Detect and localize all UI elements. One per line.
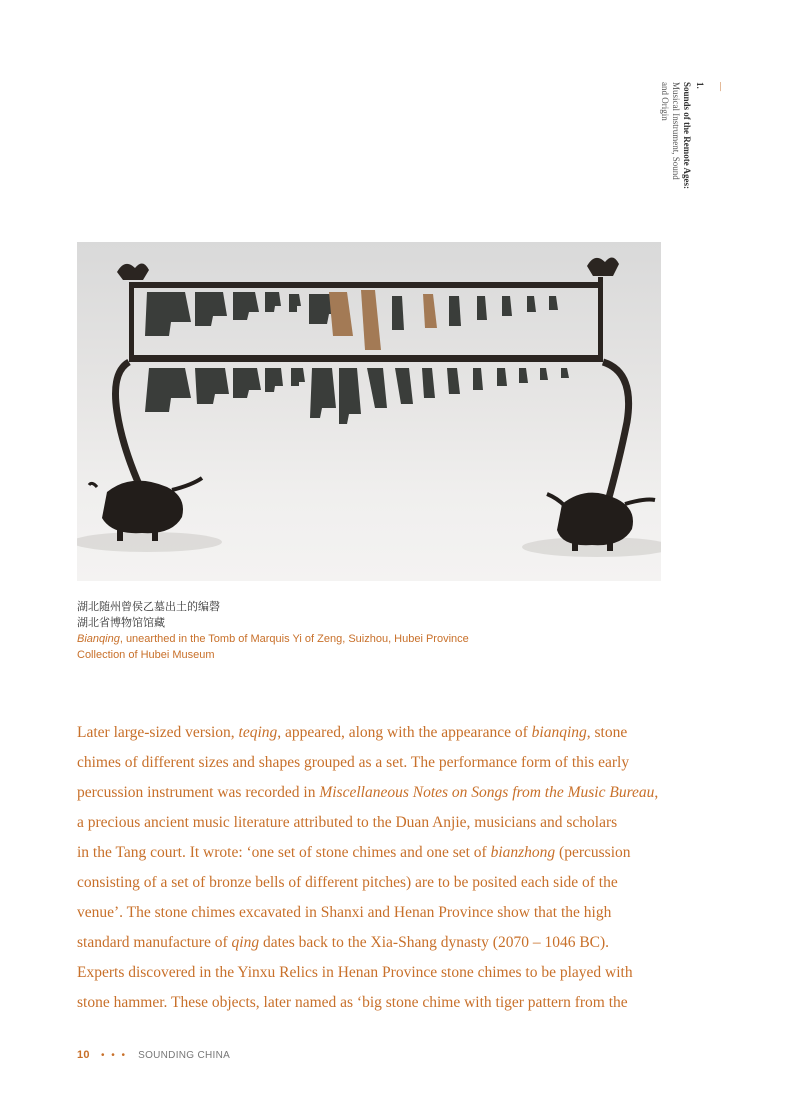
- body-line: stone hammer. These objects, later named as ‘big stone chime with tiger pattern from the: [77, 994, 628, 1011]
- body-line: percussion instrument was recorded in Miscellaneous Notes on Songs from the Music Bureau,: [77, 784, 659, 801]
- body-line: Later large-sized version, teqing, appeared, along with the appearance of bianqing, stone: [77, 724, 628, 741]
- chapter-dash: —: [716, 82, 726, 91]
- caption-english-line-1: [77, 631, 677, 647]
- caption-chinese-line-1: 湖北随州曾侯乙墓出土的编磬: [77, 601, 220, 613]
- caption-english-line-2: Collection of Hubei Museum: [77, 649, 215, 661]
- page-footer: [77, 1049, 230, 1061]
- body-line: a precious ancient music literature attributed to the Duan Anjie, musicians and scholars: [77, 814, 618, 831]
- body-line: standard manufacture of qing dates back to the Xia-Shang dynasty (2070 – 1046 BC).: [77, 934, 610, 951]
- chapter-subtitle-line-2: and Origin: [660, 82, 670, 121]
- bianqing-photo: [77, 242, 661, 581]
- footer-dots: • • •: [100, 1050, 127, 1061]
- body-paragraph: [77, 718, 677, 1018]
- body-line: venue’. The stone chimes excavated in Shanxi and Henan Province show that the high: [77, 904, 612, 921]
- book-title: SOUNDING CHINA: [138, 1050, 231, 1061]
- chapter-side-header: [636, 82, 736, 192]
- chapter-title: Sounds of the Remote Ages:: [682, 82, 692, 189]
- figure-caption: [77, 599, 677, 663]
- caption-english-line-1-rest: , unearthed in the Tomb of Marquis Yi of Zeng, Suizhou, Hubei Province: [119, 633, 469, 645]
- chapter-subtitle-line-1: Musical Instrument, Sound: [671, 82, 681, 180]
- page-number: 10: [77, 1049, 90, 1061]
- chapter-number: 1.: [695, 82, 705, 89]
- body-line: Experts discovered in the Yinxu Relics in Henan Province stone chimes to be played with: [77, 964, 633, 981]
- caption-chinese-line-2: 湖北省博物馆馆藏: [77, 617, 165, 629]
- stone-chime-illustration: [77, 242, 661, 581]
- body-line: chimes of different sizes and shapes grouped as a set. The performance form of this early: [77, 754, 630, 771]
- body-line: in the Tang court. It wrote: ‘one set of stone chimes and one set of bianzhong (percussion: [77, 844, 631, 861]
- body-line: consisting of a set of bronze bells of different pitches) are to be posited each side of the: [77, 874, 618, 891]
- caption-term: Bianqing: [77, 633, 120, 645]
